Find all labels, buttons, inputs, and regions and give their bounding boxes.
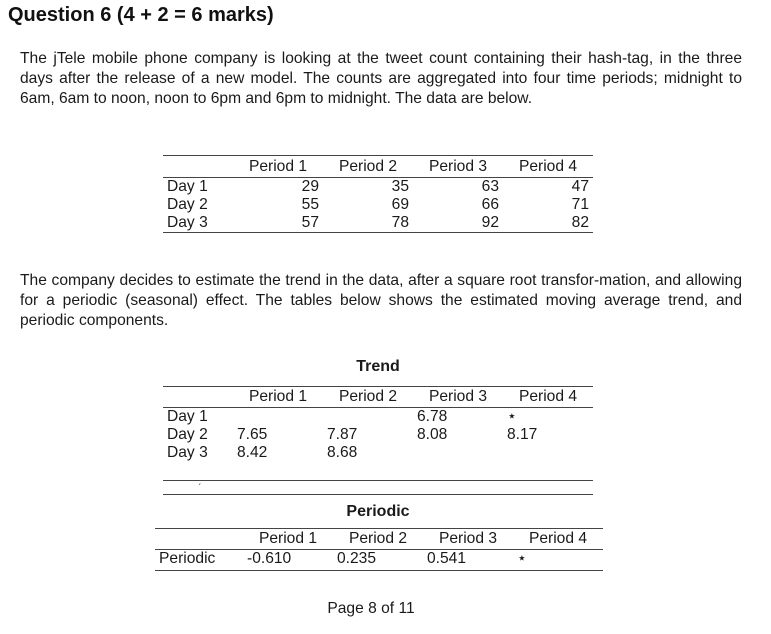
table-cell: 0.235 [337, 550, 377, 567]
row-label: Day 1 [167, 178, 208, 195]
table-cell: 8.42 [237, 444, 268, 461]
table-row [163, 178, 593, 197]
table-cell: 57 [301, 214, 319, 231]
table-row [163, 426, 593, 444]
column-header: Period 2 [323, 387, 413, 408]
table-cell [233, 408, 323, 427]
corner-cell [163, 156, 233, 178]
column-header: Period 1 [233, 387, 323, 408]
table-cell: 6.78 [417, 408, 448, 425]
question-title: Question 6 (4 + 2 = 6 marks) [8, 4, 274, 26]
column-header: Period 4 [503, 387, 593, 408]
table-cell: ⋆ [507, 408, 517, 425]
column-header: Period 4 [503, 156, 593, 178]
table-cell: 29 [301, 178, 319, 195]
table-cell: ⋆ [517, 550, 527, 567]
row-label: Periodic [159, 550, 216, 567]
table-cell [413, 444, 503, 462]
page-number: Page 8 of 11 [327, 600, 415, 617]
stray-mark: ˊ [198, 483, 202, 494]
table-row [163, 444, 593, 462]
periodic-caption: Periodic [346, 503, 410, 520]
table-cell: 7.65 [237, 426, 268, 443]
column-header: Period 1 [243, 529, 333, 550]
table-row [163, 196, 593, 214]
column-header: Period 2 [333, 529, 423, 550]
table-cell: 78 [391, 214, 409, 231]
column-header: Period 1 [233, 156, 323, 178]
column-header: Period 3 [423, 529, 513, 550]
table-cell: 35 [391, 178, 409, 195]
table-header-row [163, 387, 593, 408]
periodic-table [155, 528, 603, 571]
row-label: Day 3 [167, 214, 208, 231]
table-rule [163, 480, 593, 481]
column-header: Period 3 [413, 156, 503, 178]
corner-cell [163, 387, 233, 408]
table-cell: 47 [571, 178, 589, 195]
column-header: Period 2 [323, 156, 413, 178]
table-row [163, 408, 593, 427]
table-cell [323, 408, 413, 427]
row-label: Day 2 [167, 426, 208, 443]
column-header: Period 4 [513, 529, 603, 550]
table-rule [163, 494, 593, 495]
table-cell: 8.68 [327, 444, 358, 461]
table-row [155, 550, 603, 571]
table-cell: 82 [571, 214, 589, 231]
row-label: Day 1 [167, 408, 208, 425]
table-cell [503, 444, 593, 462]
table-cell: 55 [301, 196, 319, 213]
table-cell: 71 [571, 196, 589, 213]
row-label: Day 3 [167, 444, 208, 461]
table-row [163, 214, 593, 233]
table-cell: -0.610 [247, 550, 292, 567]
table-cell: 8.08 [417, 426, 448, 443]
table-header-row [155, 529, 603, 550]
intro-paragraph: The jTele mobile phone company is looking at the tweet count containing their hash-tag, in the three days after the release of a new model. The counts are aggregated into four time periods; midnight to 6am, 6am to noon, noon to 6pm and 6pm to midnight. The data are below. [20, 50, 742, 107]
table-cell: 0.541 [427, 550, 467, 567]
table-cell: 69 [391, 196, 409, 213]
table-cell: 66 [481, 196, 499, 213]
corner-cell [155, 529, 243, 550]
tweet-counts-table [163, 155, 593, 233]
table-cell: 8.17 [507, 426, 538, 443]
table-cell: 63 [481, 178, 499, 195]
table-cell: 7.87 [327, 426, 358, 443]
method-paragraph: The company decides to estimate the trend in the data, after a square root transfor-mation, and allowing for a periodic (seasonal) effect. The tables below shows the estimated moving average trend, and periodic components. [20, 272, 742, 329]
row-label: Day 2 [167, 196, 208, 213]
table-cell: 92 [481, 214, 499, 231]
column-header: Period 3 [413, 387, 503, 408]
trend-caption: Trend [356, 358, 400, 375]
table-header-row [163, 156, 593, 178]
trend-table [163, 386, 593, 462]
